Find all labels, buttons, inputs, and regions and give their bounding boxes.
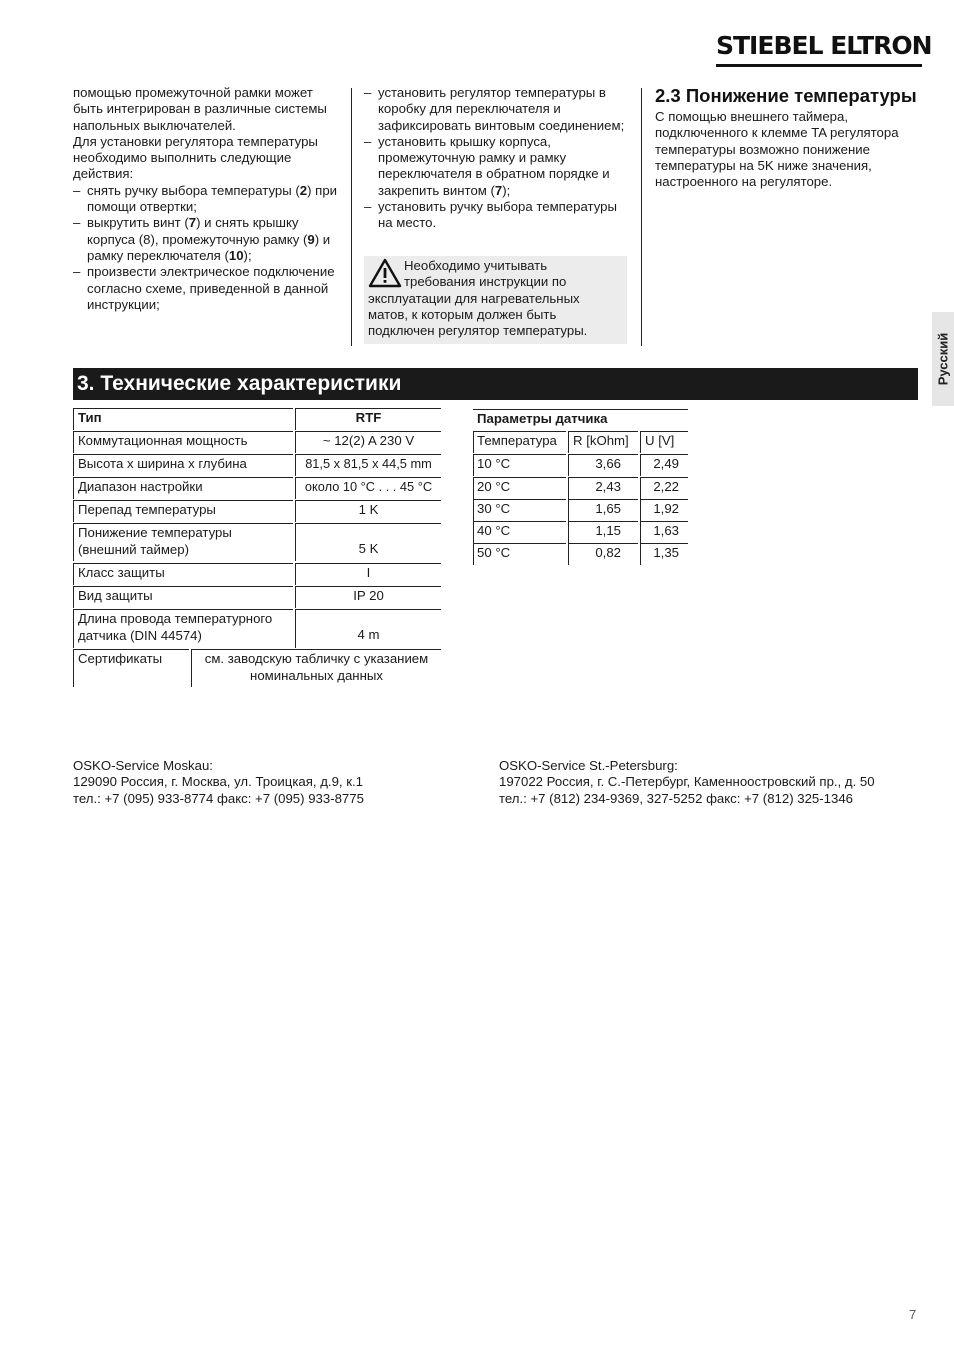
table-cell: 4 m [295, 609, 441, 648]
warning-note [364, 256, 627, 344]
contact-name: OSKO-Service St.-Petersburg: [499, 758, 678, 773]
section-2-3 [655, 84, 920, 190]
table-cell: 10 °C [473, 454, 566, 476]
warning-icon [368, 258, 402, 290]
list-item: – произвести электрическое подключение согласно схеме, приведенной в данной инструкции; [73, 264, 341, 313]
contact-phone: тел.: +7 (095) 933-8774 факс: +7 (095) 933-8775 [73, 790, 364, 806]
table-row [73, 586, 441, 608]
table-row [73, 477, 441, 499]
list-item: – установить крышку корпуса, промежуточную рамку и рамку переключателя в обратном порядке и закрепить винтом (7); [364, 134, 630, 199]
brand-logo: STIEBEL ELTRON [716, 30, 922, 67]
table-row [73, 563, 441, 585]
table-cell: IP 20 [295, 586, 441, 608]
list-item: – установить ручку выбора температуры на место. [364, 199, 630, 232]
install-steps-list [73, 183, 341, 313]
table-cell: 30 °C [473, 499, 566, 521]
table-row [73, 523, 441, 561]
section-text: С помощью внешнего таймера, подключенного к клемме TA регулятора температуры возможно понижение температуры на 5K ниже значения, настроенного на регуляторе. [655, 109, 899, 190]
table-cell: Параметры датчика [473, 409, 688, 430]
table-row [473, 477, 688, 499]
column-divider [641, 88, 642, 346]
contact-address: 129090 Россия, г. Москва, ул. Троицкая, д.9, к.1 [73, 774, 363, 790]
table-cell: 2,22 [640, 477, 688, 499]
table-cell: Длина провода температурного датчика (DIN 44574) [73, 609, 293, 648]
table-cell: 2,43 [568, 477, 638, 499]
install-column-1 [73, 85, 341, 313]
sensor-table [473, 409, 688, 564]
table-cell: 0,82 [568, 543, 638, 565]
table-row [73, 454, 441, 476]
contact-phone: тел.: +7 (812) 234-9369, 327-5252 факс: +7 (812) 325-1346 [499, 790, 853, 806]
table-row [73, 431, 441, 453]
language-tab [932, 312, 954, 406]
install-column-2 [364, 85, 630, 232]
table-cell: 20 °C [473, 477, 566, 499]
table-cell: Понижение температуры (внешний таймер) [73, 523, 293, 561]
table-cell: 2,49 [640, 454, 688, 476]
language-tab-label: Русский [935, 332, 951, 386]
table-cell: Коммутационная мощность [73, 431, 293, 453]
contact-name: OSKO-Service Moskau: [73, 758, 213, 773]
table-cell: ~ 12(2) A 230 V [295, 431, 441, 453]
table-row [473, 543, 688, 565]
table-cell: Сертификаты [73, 649, 189, 687]
table-cell: U [V] [640, 431, 688, 453]
table-cell: 3,66 [568, 454, 638, 476]
table-cell: Высота х ширина х глубина [73, 454, 293, 476]
table-row [73, 500, 441, 522]
table-cell: 1,35 [640, 543, 688, 565]
table-cell: 1 K [295, 500, 441, 522]
table-row [73, 649, 441, 687]
intro-paragraph: помощью промежуточной рамки может быть интегрирован в различные системы напольных выключателей. [73, 85, 327, 133]
install-steps-list-2 [364, 85, 630, 232]
table-cell: 1,92 [640, 499, 688, 521]
table-header-row [73, 408, 441, 430]
tech-table [73, 408, 441, 688]
warning-text: Необходимо учитывать требования инструкции по эксплуатации для нагревательных матов, к которым должен быть подключен регулятор температуры. [368, 258, 588, 339]
column-divider [351, 88, 352, 346]
table-cell: 1,15 [568, 521, 638, 543]
table-cell: 1,65 [568, 499, 638, 521]
table-cell: Класс защиты [73, 563, 293, 585]
table-cell: Диапазон настройки [73, 477, 293, 499]
table-cell: Температура [473, 431, 566, 453]
table-cell: Тип [73, 408, 293, 430]
table-cell: R [kOhm] [568, 431, 638, 453]
contact-moscow [73, 758, 473, 807]
table-cell: 40 °C [473, 521, 566, 543]
contact-spb [499, 758, 939, 807]
page-number: 7 [909, 1307, 917, 1322]
table-cell: около 10 °C . . . 45 °C [295, 477, 441, 499]
table-header-row [473, 431, 688, 453]
table-row [473, 499, 688, 521]
section-heading: 2.3 Понижение температуры [655, 85, 917, 106]
contact-address: 197022 Россия, г. С.-Петербург, Каменноостровский пр., д. 50 [499, 774, 875, 790]
list-item: – снять ручку выбора температуры (2) при помощи отвертки; [73, 183, 341, 216]
sensor-table-title [473, 409, 688, 430]
list-item: – установить регулятор температуры в коробку для переключателя и зафиксировать винтовым соединением; [364, 85, 630, 134]
list-item: – выкрутить винт (7) и снять крышку корпуса (8), промежуточную рамку (9) и рамку переключателя (10); [73, 215, 341, 264]
table-cell: 5 K [295, 523, 441, 561]
table-cell: см. заводскую табличку с указанием номинальных данных [191, 649, 441, 687]
table-cell: Перепад температуры [73, 500, 293, 522]
table-row [473, 454, 688, 476]
table-cell: I [295, 563, 441, 585]
table-cell: 50 °C [473, 543, 566, 565]
table-cell: Вид защиты [73, 586, 293, 608]
table-row [473, 521, 688, 543]
table-cell: RTF [295, 408, 441, 430]
section-title: 3. Технические характеристики [73, 368, 918, 400]
install-intro: Для установки регулятора температуры необходимо выполнить следующие действия: [73, 133, 318, 182]
table-row [73, 609, 441, 648]
table-cell: 1,63 [640, 521, 688, 543]
table-cell: 81,5 x 81,5 x 44,5 mm [295, 454, 441, 476]
